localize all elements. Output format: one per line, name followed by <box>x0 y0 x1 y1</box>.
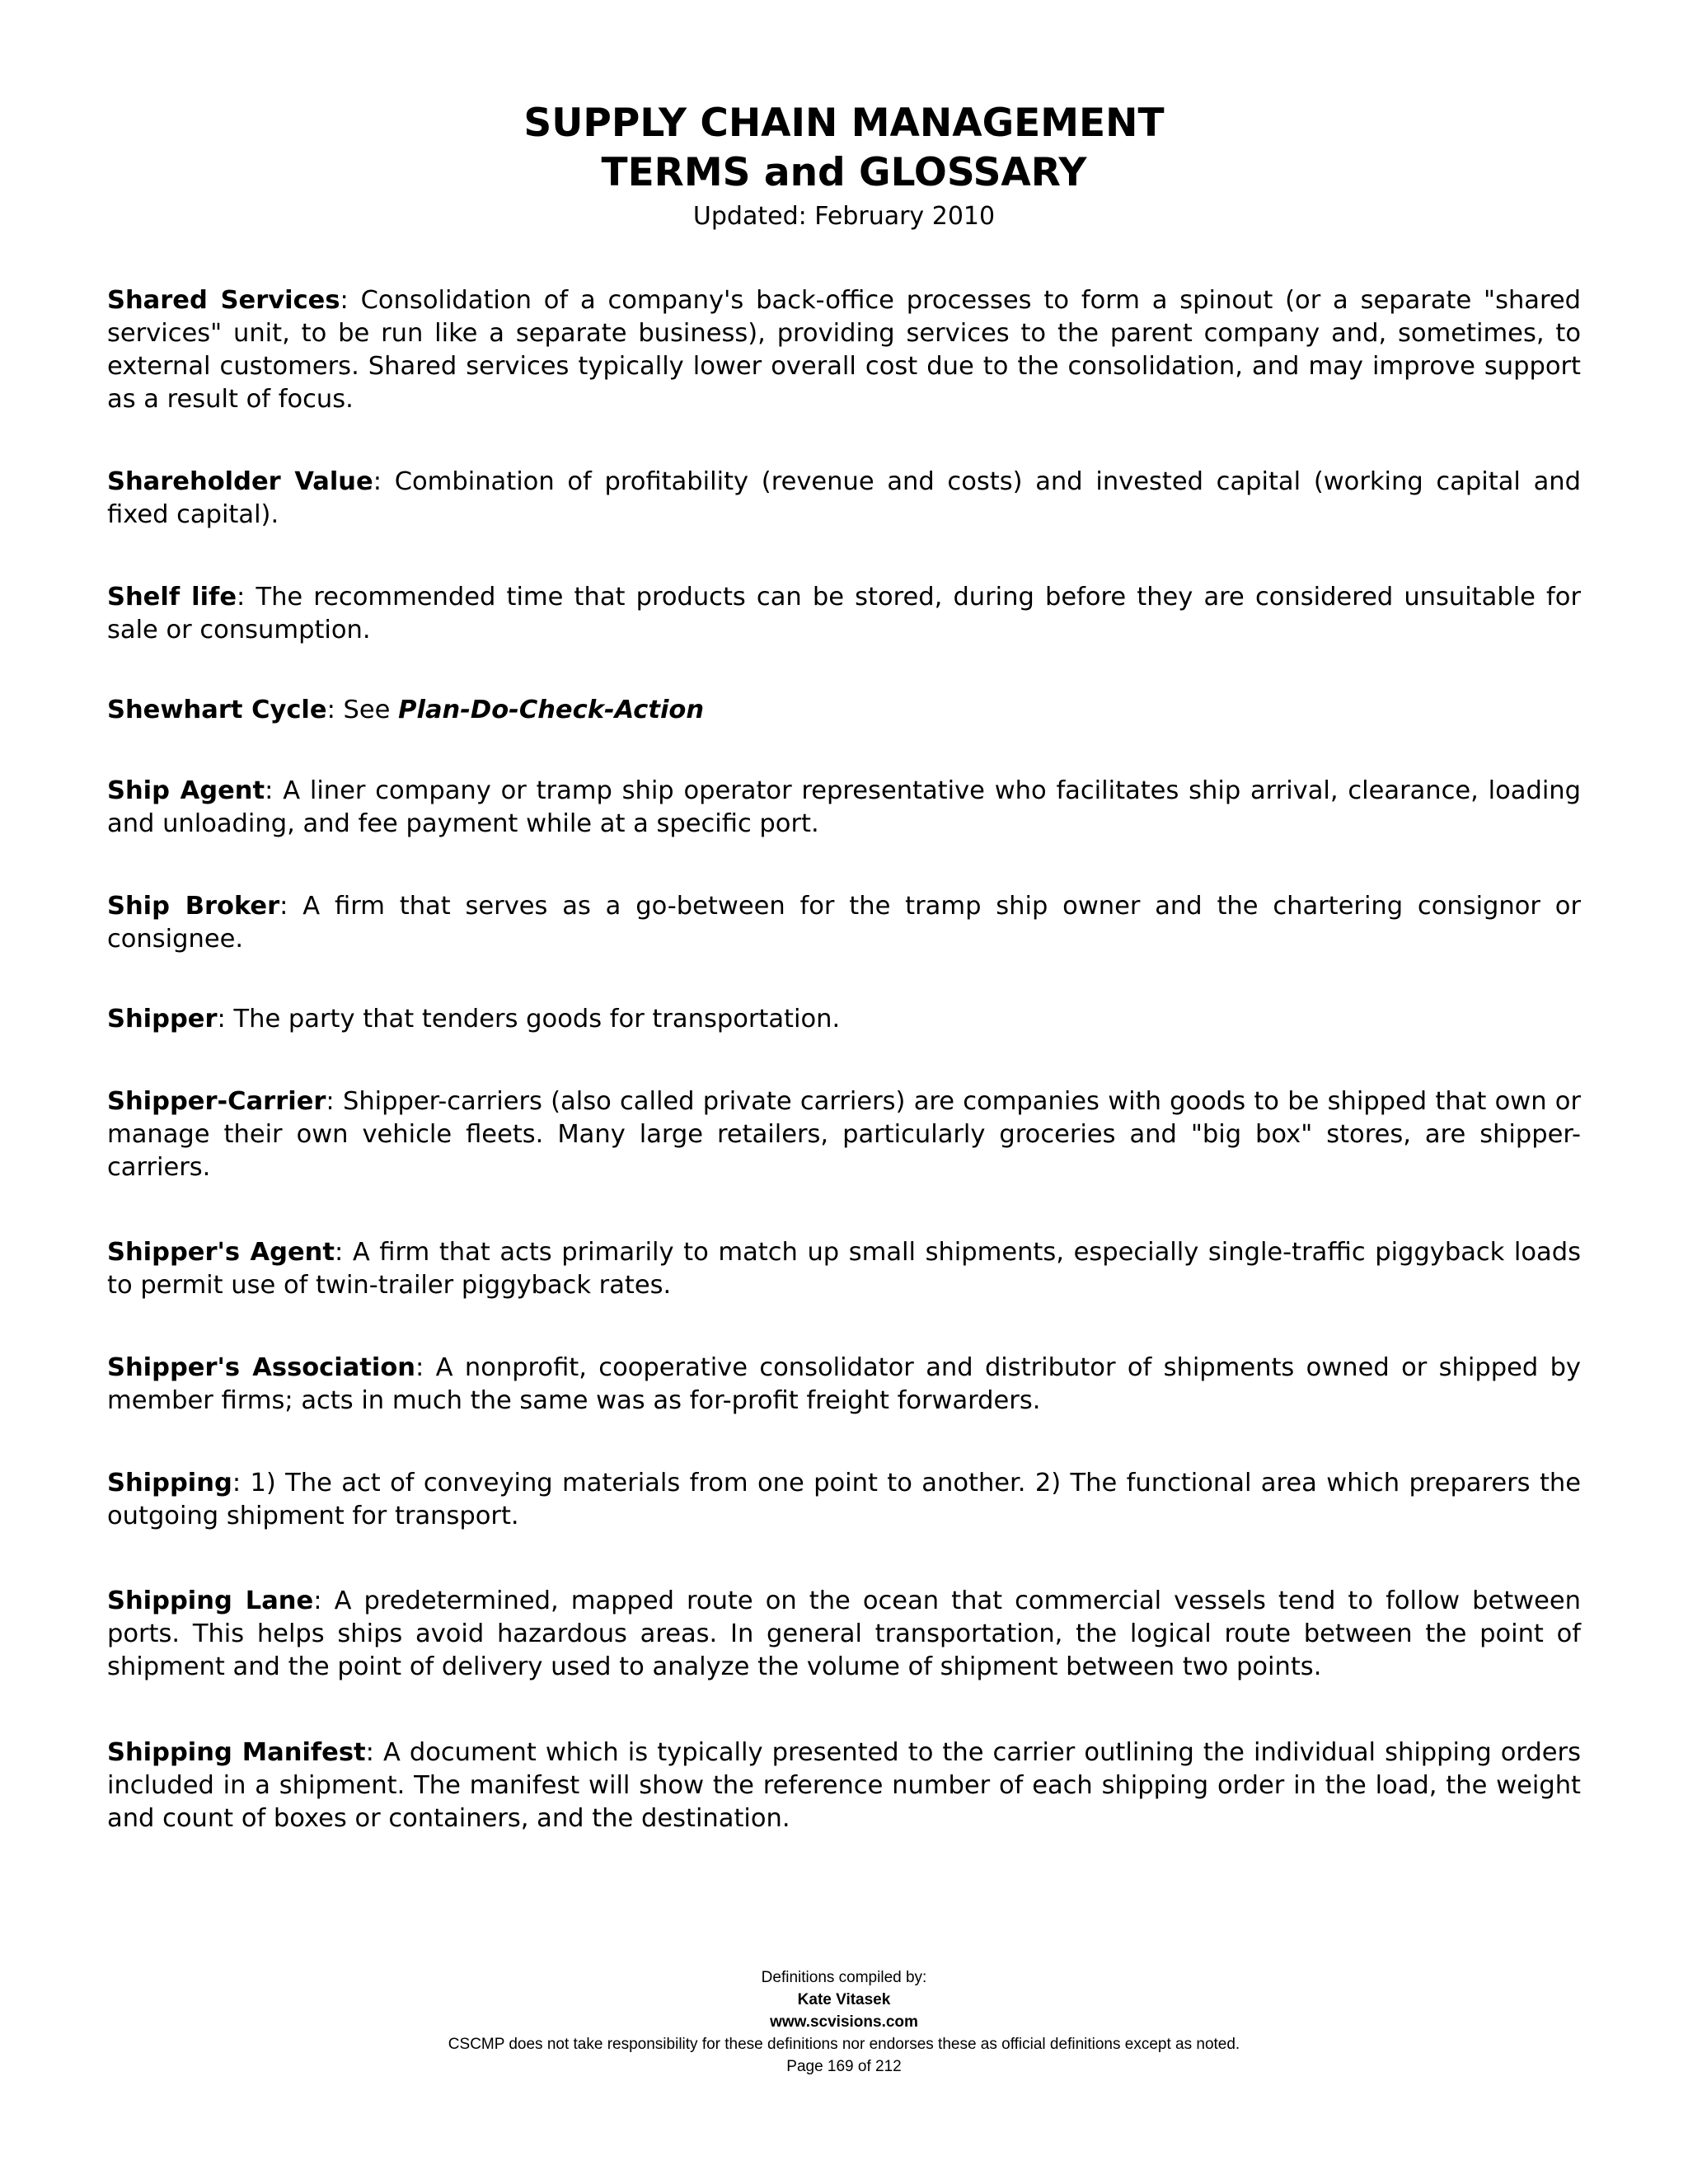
author-name: Kate Vitasek <box>797 1991 891 2008</box>
glossary-term: Shipper's Agent <box>107 1238 335 1267</box>
page-header <box>0 99 1688 234</box>
page-number: Page 169 of 212 <box>786 2058 902 2075</box>
glossary-term: Shipping Lane <box>107 1586 314 1615</box>
glossary-definition: A liner company or tramp ship operator representative who facilitates ship arrival, clearance, loading and unloading, and fee payment while at a specific port. <box>107 776 1581 838</box>
glossary-term: Shared Services <box>107 286 340 315</box>
glossary-entry: Ship Agent: A liner company or tramp ship operator representative who facilitates ship arrival, clearance, loading and unloading, and fee payment while at a specific port. <box>107 776 1581 838</box>
glossary-definition: Consolidation of a company's back-office processes to form a spinout (or a separate "shared services" unit, to be run like a separate business), providing services to the parent company and, sometimes, to external customers. Shared services typically lower overall cost due to the consolidation, and may improve support as a result of focus. <box>107 286 1581 414</box>
glossary-entry: Shipper's Agent: A firm that acts primarily to match up small shipments, especially single-traffic piggyback loads to permit use of twin-trailer piggyback rates. <box>107 1238 1581 1300</box>
compiled-by-label: Definitions compiled by: <box>761 1969 927 1986</box>
glossary-entry: Ship Broker: A firm that serves as a go-between for the tramp ship owner and the chartering consignor or consignee. <box>107 892 1581 954</box>
glossary-term: Shipping <box>107 1469 232 1497</box>
cross-reference-link[interactable]: Plan-Do-Check-Action <box>398 696 705 724</box>
updated-date: Updated: February 2010 <box>692 202 996 231</box>
glossary-term: Shewhart Cycle <box>107 696 327 724</box>
glossary-entry: Shewhart Cycle: See Plan-Do-Check-Action <box>107 696 705 724</box>
glossary-entry: Shareholder Value: Combination of profitability (revenue and costs) and invested capital (working capital and fixed capital). <box>107 467 1581 529</box>
page-footer <box>0 1966 1688 2078</box>
glossary-definition: The party that tenders goods for transportation. <box>233 1005 841 1033</box>
glossary-entry: Shipper: The party that tenders goods for transportation. <box>107 1005 841 1033</box>
disclaimer-text: CSCMP does not take responsibility for these definitions nor endorses these as official definitions except as noted. <box>448 2036 1240 2053</box>
glossary-term: Shipping Manifest <box>107 1738 366 1767</box>
glossary-entry: Shipper's Association: A nonprofit, cooperative consolidator and distributor of shipments owned or shipped by member firms; acts in much the same was as for-profit freight forwarders. <box>107 1353 1581 1415</box>
glossary-entry: Shipping: 1) The act of conveying materials from one point to another. 2) The functional area which preparers the outgoing shipment for transport. <box>107 1469 1581 1530</box>
glossary-definition: A nonprofit, cooperative consolidator and distributor of shipments owned or shipped by member firms; acts in much the same was as for-profit freight forwarders. <box>107 1353 1581 1415</box>
glossary-entry: Shipping Manifest: A document which is typically presented to the carrier outlining the individual shipping orders included in a shipment. The manifest will show the reference number of each shipping order in the load, the weight and count of boxes or containers, and the destination. <box>107 1738 1581 1833</box>
glossary-definition: A firm that acts primarily to match up small shipments, especially single-traffic piggyback loads to permit use of twin-trailer piggyback rates. <box>107 1238 1581 1300</box>
glossary-entry: Shipper-Carrier: Shipper-carriers (also called private carriers) are companies with goods to be shipped that own or manage their own vehicle fleets. Many large retailers, particularly groceries and "big box" stores, are shipper-carriers. <box>107 1087 1581 1182</box>
glossary-term: Shipper's Association <box>107 1353 415 1382</box>
glossary-term: Ship Broker <box>107 892 280 921</box>
glossary-term: Ship Agent <box>107 776 265 805</box>
glossary-term: Shipper <box>107 1005 218 1033</box>
glossary-term: Shipper-Carrier <box>107 1087 326 1116</box>
page-title-line-2: TERMS and GLOSSARY <box>601 150 1087 195</box>
glossary-definition: A document which is typically presented to the carrier outlining the individual shipping orders included in a shipment. The manifest will show the reference number of each shipping order in the load, the weight and count of boxes or containers, and the destination. <box>107 1738 1581 1833</box>
glossary-definition: Shipper-carriers (also called private carriers) are companies with goods to be shipped that own or manage their own vehicle fleets. Many large retailers, particularly groceries and "big box" stores, are shipper-carriers. <box>107 1087 1581 1182</box>
website-link[interactable]: www.scvisions.com <box>770 2013 918 2031</box>
glossary-term: Shareholder Value <box>107 467 373 496</box>
glossary-entry: Shared Services: Consolidation of a company's back-office processes to form a spinout (or a separate "shared services" unit, to be run like a separate business), providing services to the parent company and, sometimes, to external customers. Shared services typically lower overall cost due to the consolidation, and may improve support as a result of focus. <box>107 286 1581 414</box>
glossary-entry: Shipping Lane: A predetermined, mapped route on the ocean that commercial vessels tend to follow between ports. This helps ships avoid hazardous areas. In general transportation, the logical route between the point of shipment and the point of delivery used to analyze the volume of shipment between two points. <box>107 1586 1581 1681</box>
glossary-entry: Shelf life: The recommended time that products can be stored, during before they are considered unsuitable for sale or consumption. <box>107 583 1581 644</box>
glossary-definition: The recommended time that products can be stored, during before they are considered unsuitable for sale or consumption. <box>107 583 1581 644</box>
glossary-definition: A predetermined, mapped route on the ocean that commercial vessels tend to follow between ports. This helps ships avoid hazardous areas. In general transportation, the logical route between the point of shipment and the point of delivery used to analyze the volume of shipment between two points. <box>107 1586 1581 1681</box>
glossary-definition: A firm that serves as a go-between for the tramp ship owner and the chartering consignor or consignee. <box>107 892 1581 954</box>
page-title-line-1: SUPPLY CHAIN MANAGEMENT <box>523 101 1165 146</box>
glossary-term: Shelf life <box>107 583 237 612</box>
glossary-definition: 1) The act of conveying materials from one point to another. 2) The functional area which preparers the outgoing shipment for transport. <box>107 1469 1581 1530</box>
glossary-definition: See <box>343 696 399 724</box>
glossary-definition: Combination of profitability (revenue and costs) and invested capital (working capital and fixed capital). <box>107 467 1581 529</box>
